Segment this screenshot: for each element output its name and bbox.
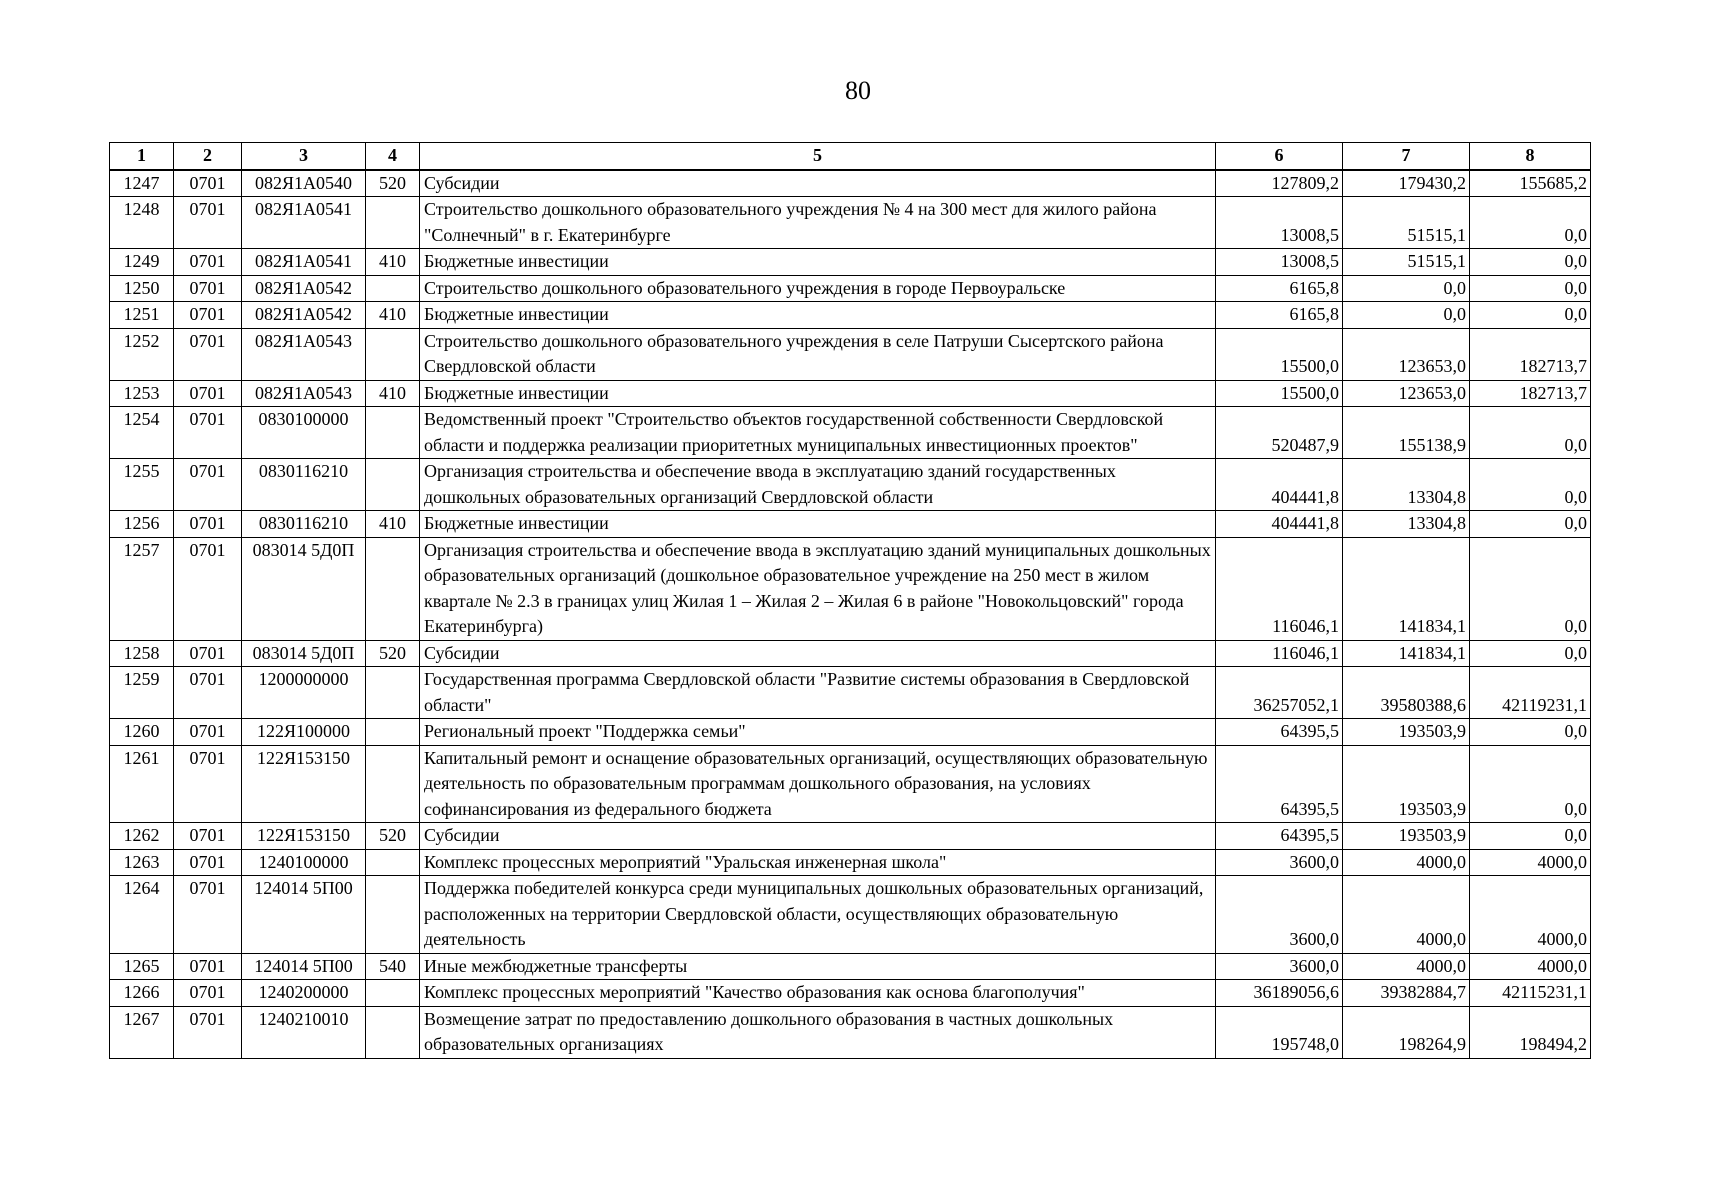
amount-col8-cell: 0,0 (1470, 537, 1591, 640)
row-number-cell: 1266 (110, 980, 174, 1007)
table-row (110, 407, 1591, 459)
target-article-cell: 083014 5Д0П (242, 640, 366, 667)
column-header: 7 (1343, 143, 1470, 170)
amount-col7-cell: 39580388,6 (1343, 667, 1470, 719)
section-code-cell: 0701 (174, 640, 242, 667)
expense-type-cell (366, 667, 420, 719)
amount-col8-cell: 42115231,1 (1470, 980, 1591, 1007)
target-article-cell: 1200000000 (242, 667, 366, 719)
row-number-cell: 1265 (110, 953, 174, 980)
item-name-cell: Бюджетные инвестиции (420, 249, 1216, 276)
target-article-cell: 1240100000 (242, 849, 366, 876)
amount-col8-cell: 155685,2 (1470, 170, 1591, 197)
section-code-cell: 0701 (174, 249, 242, 276)
amount-col8-cell: 0,0 (1470, 745, 1591, 823)
amount-col6-cell: 15500,0 (1216, 380, 1343, 407)
target-article-cell: 122Я153150 (242, 745, 366, 823)
amount-col7-cell: 141834,1 (1343, 640, 1470, 667)
amount-col7-cell: 13304,8 (1343, 459, 1470, 511)
amount-col7-cell: 198264,9 (1343, 1006, 1470, 1058)
target-article-cell: 124014 5П00 (242, 953, 366, 980)
amount-col6-cell: 127809,2 (1216, 170, 1343, 197)
amount-col7-cell: 13304,8 (1343, 511, 1470, 538)
amount-col7-cell: 51515,1 (1343, 249, 1470, 276)
table-row (110, 511, 1591, 538)
item-name-cell: Организация строительства и обеспечение ввода в эксплуатацию зданий муниципальных дошкольных образовательных организаций (дошкольное образовательное учреждение на 250 мест в жилом квартале № 2.3 в границах улиц Жилая 1 – Жилая 2 – Жилая 6 в районе "Новокольцовский" города Екатеринбурга) (420, 537, 1216, 640)
amount-col8-cell: 0,0 (1470, 511, 1591, 538)
expense-type-cell (366, 719, 420, 746)
column-header: 3 (242, 143, 366, 170)
expense-type-cell: 410 (366, 249, 420, 276)
item-name-cell: Поддержка победителей конкурса среди муниципальных дошкольных образовательных организаций, расположенных на территории Свердловской области, осуществляющих образовательную деятельность (420, 876, 1216, 954)
table-row (110, 953, 1591, 980)
expense-type-cell (366, 876, 420, 954)
amount-col8-cell: 0,0 (1470, 407, 1591, 459)
amount-col6-cell: 3600,0 (1216, 876, 1343, 954)
amount-col7-cell: 4000,0 (1343, 953, 1470, 980)
expense-type-cell: 520 (366, 170, 420, 197)
amount-col6-cell: 520487,9 (1216, 407, 1343, 459)
row-number-cell: 1247 (110, 170, 174, 197)
amount-col8-cell: 0,0 (1470, 275, 1591, 302)
section-code-cell: 0701 (174, 328, 242, 380)
section-code-cell: 0701 (174, 719, 242, 746)
row-number-cell: 1263 (110, 849, 174, 876)
item-name-cell: Бюджетные инвестиции (420, 302, 1216, 329)
amount-col8-cell: 0,0 (1470, 640, 1591, 667)
row-number-cell: 1248 (110, 197, 174, 249)
amount-col6-cell: 404441,8 (1216, 459, 1343, 511)
row-number-cell: 1264 (110, 876, 174, 954)
amount-col8-cell: 182713,7 (1470, 328, 1591, 380)
amount-col6-cell: 6165,8 (1216, 275, 1343, 302)
amount-col6-cell: 3600,0 (1216, 953, 1343, 980)
amount-col6-cell: 64395,5 (1216, 745, 1343, 823)
row-number-cell: 1259 (110, 667, 174, 719)
item-name-cell: Строительство дошкольного образовательного учреждения № 4 на 300 мест для жилого района "Солнечный" в г. Екатеринбурге (420, 197, 1216, 249)
column-header: 1 (110, 143, 174, 170)
item-name-cell: Бюджетные инвестиции (420, 511, 1216, 538)
column-header: 8 (1470, 143, 1591, 170)
expense-type-cell (366, 537, 420, 640)
expense-type-cell: 540 (366, 953, 420, 980)
amount-col6-cell: 13008,5 (1216, 249, 1343, 276)
expense-type-cell (366, 328, 420, 380)
item-name-cell: Субсидии (420, 823, 1216, 850)
row-number-cell: 1253 (110, 380, 174, 407)
item-name-cell: Субсидии (420, 640, 1216, 667)
row-number-cell: 1254 (110, 407, 174, 459)
target-article-cell: 082Я1А0542 (242, 302, 366, 329)
section-code-cell: 0701 (174, 197, 242, 249)
amount-col6-cell: 64395,5 (1216, 823, 1343, 850)
target-article-cell: 0830116210 (242, 459, 366, 511)
target-article-cell: 082Я1А0541 (242, 249, 366, 276)
section-code-cell: 0701 (174, 459, 242, 511)
amount-col6-cell: 404441,8 (1216, 511, 1343, 538)
expense-type-cell (366, 407, 420, 459)
item-name-cell: Комплекс процессных мероприятий "Качество образования как основа благополучия" (420, 980, 1216, 1007)
row-number-cell: 1249 (110, 249, 174, 276)
amount-col6-cell: 6165,8 (1216, 302, 1343, 329)
target-article-cell: 082Я1А0543 (242, 380, 366, 407)
item-name-cell: Организация строительства и обеспечение ввода в эксплуатацию зданий государственных дошкольных образовательных организаций Свердловской области (420, 459, 1216, 511)
amount-col8-cell: 42119231,1 (1470, 667, 1591, 719)
section-code-cell: 0701 (174, 849, 242, 876)
amount-col8-cell: 4000,0 (1470, 953, 1591, 980)
item-name-cell: Комплекс процессных мероприятий "Уральская инженерная школа" (420, 849, 1216, 876)
amount-col6-cell: 36189056,6 (1216, 980, 1343, 1007)
section-code-cell: 0701 (174, 667, 242, 719)
amount-col6-cell: 36257052,1 (1216, 667, 1343, 719)
expense-type-cell: 410 (366, 511, 420, 538)
table-row (110, 1006, 1591, 1058)
section-code-cell: 0701 (174, 380, 242, 407)
amount-col7-cell: 0,0 (1343, 275, 1470, 302)
table-row (110, 876, 1591, 954)
amount-col7-cell: 179430,2 (1343, 170, 1470, 197)
table-body (110, 170, 1591, 1059)
amount-col6-cell: 116046,1 (1216, 640, 1343, 667)
amount-col7-cell: 193503,9 (1343, 745, 1470, 823)
table-row (110, 459, 1591, 511)
column-header: 5 (420, 143, 1216, 170)
expense-type-cell (366, 980, 420, 1007)
target-article-cell: 0830116210 (242, 511, 366, 538)
expense-type-cell (366, 459, 420, 511)
amount-col7-cell: 4000,0 (1343, 876, 1470, 954)
section-code-cell: 0701 (174, 823, 242, 850)
row-number-cell: 1260 (110, 719, 174, 746)
table-row (110, 719, 1591, 746)
amount-col7-cell: 0,0 (1343, 302, 1470, 329)
amount-col8-cell: 198494,2 (1470, 1006, 1591, 1058)
amount-col6-cell: 13008,5 (1216, 197, 1343, 249)
section-code-cell: 0701 (174, 980, 242, 1007)
item-name-cell: Возмещение затрат по предоставлению дошкольного образования в частных дошкольных образовательных организациях (420, 1006, 1216, 1058)
table-row (110, 275, 1591, 302)
amount-col7-cell: 141834,1 (1343, 537, 1470, 640)
column-header: 2 (174, 143, 242, 170)
section-code-cell: 0701 (174, 745, 242, 823)
row-number-cell: 1258 (110, 640, 174, 667)
amount-col6-cell: 64395,5 (1216, 719, 1343, 746)
row-number-cell: 1251 (110, 302, 174, 329)
target-article-cell: 082Я1А0543 (242, 328, 366, 380)
item-name-cell: Ведомственный проект "Строительство объектов государственной собственности Свердловской области и поддержка реализации приоритетных муниципальных инвестиционных проектов" (420, 407, 1216, 459)
amount-col8-cell: 0,0 (1470, 302, 1591, 329)
item-name-cell: Государственная программа Свердловской области "Развитие системы образования в Свердловской области" (420, 667, 1216, 719)
table-row (110, 823, 1591, 850)
section-code-cell: 0701 (174, 876, 242, 954)
amount-col7-cell: 4000,0 (1343, 849, 1470, 876)
row-number-cell: 1252 (110, 328, 174, 380)
expense-type-cell: 520 (366, 640, 420, 667)
amount-col7-cell: 155138,9 (1343, 407, 1470, 459)
section-code-cell: 0701 (174, 953, 242, 980)
table-row (110, 249, 1591, 276)
row-number-cell: 1262 (110, 823, 174, 850)
amount-col7-cell: 123653,0 (1343, 380, 1470, 407)
amount-col8-cell: 0,0 (1470, 823, 1591, 850)
amount-col8-cell: 0,0 (1470, 249, 1591, 276)
table-row (110, 328, 1591, 380)
section-code-cell: 0701 (174, 1006, 242, 1058)
amount-col6-cell: 3600,0 (1216, 849, 1343, 876)
section-code-cell: 0701 (174, 407, 242, 459)
header-row (110, 143, 1591, 170)
amount-col8-cell: 4000,0 (1470, 849, 1591, 876)
table-row (110, 980, 1591, 1007)
amount-col8-cell: 4000,0 (1470, 876, 1591, 954)
item-name-cell: Строительство дошкольного образовательного учреждения в городе Первоуральске (420, 275, 1216, 302)
amount-col7-cell: 51515,1 (1343, 197, 1470, 249)
target-article-cell: 122Я153150 (242, 823, 366, 850)
column-header: 6 (1216, 143, 1343, 170)
item-name-cell: Региональный проект "Поддержка семьи" (420, 719, 1216, 746)
section-code-cell: 0701 (174, 170, 242, 197)
amount-col7-cell: 193503,9 (1343, 823, 1470, 850)
column-header: 4 (366, 143, 420, 170)
row-number-cell: 1267 (110, 1006, 174, 1058)
amount-col6-cell: 15500,0 (1216, 328, 1343, 380)
target-article-cell: 1240200000 (242, 980, 366, 1007)
table-row (110, 302, 1591, 329)
row-number-cell: 1257 (110, 537, 174, 640)
section-code-cell: 0701 (174, 275, 242, 302)
amount-col7-cell: 123653,0 (1343, 328, 1470, 380)
item-name-cell: Иные межбюджетные трансферты (420, 953, 1216, 980)
expense-type-cell: 410 (366, 302, 420, 329)
target-article-cell: 0830100000 (242, 407, 366, 459)
row-number-cell: 1256 (110, 511, 174, 538)
table-row (110, 640, 1591, 667)
expense-type-cell (366, 745, 420, 823)
target-article-cell: 1240210010 (242, 1006, 366, 1058)
expense-type-cell (366, 849, 420, 876)
row-number-cell: 1255 (110, 459, 174, 511)
section-code-cell: 0701 (174, 537, 242, 640)
target-article-cell: 122Я100000 (242, 719, 366, 746)
amount-col7-cell: 193503,9 (1343, 719, 1470, 746)
target-article-cell: 124014 5П00 (242, 876, 366, 954)
expense-type-cell: 410 (366, 380, 420, 407)
row-number-cell: 1261 (110, 745, 174, 823)
amount-col8-cell: 0,0 (1470, 459, 1591, 511)
amount-col8-cell: 0,0 (1470, 197, 1591, 249)
table-row (110, 849, 1591, 876)
target-article-cell: 082Я1А0541 (242, 197, 366, 249)
amount-col6-cell: 195748,0 (1216, 1006, 1343, 1058)
table-row (110, 537, 1591, 640)
target-article-cell: 082Я1А0542 (242, 275, 366, 302)
table-row (110, 170, 1591, 197)
expense-type-cell (366, 1006, 420, 1058)
target-article-cell: 083014 5Д0П (242, 537, 366, 640)
item-name-cell: Строительство дошкольного образовательного учреждения в селе Патруши Сысертского района Свердловской области (420, 328, 1216, 380)
item-name-cell: Бюджетные инвестиции (420, 380, 1216, 407)
item-name-cell: Субсидии (420, 170, 1216, 197)
section-code-cell: 0701 (174, 511, 242, 538)
amount-col8-cell: 182713,7 (1470, 380, 1591, 407)
item-name-cell: Капитальный ремонт и оснащение образовательных организаций, осуществляющих образовательную деятельность по образовательным программам дошкольного образования, на условиях софинансирования из федерального бюджета (420, 745, 1216, 823)
page-number: 80 (845, 76, 871, 105)
amount-col8-cell: 0,0 (1470, 719, 1591, 746)
budget-table (109, 142, 1591, 1059)
amount-col6-cell: 116046,1 (1216, 537, 1343, 640)
section-code-cell: 0701 (174, 302, 242, 329)
amount-col7-cell: 39382884,7 (1343, 980, 1470, 1007)
table-row (110, 667, 1591, 719)
expense-type-cell (366, 275, 420, 302)
table-row (110, 380, 1591, 407)
table-row (110, 745, 1591, 823)
expense-type-cell: 520 (366, 823, 420, 850)
expense-type-cell (366, 197, 420, 249)
table-row (110, 197, 1591, 249)
row-number-cell: 1250 (110, 275, 174, 302)
target-article-cell: 082Я1А0540 (242, 170, 366, 197)
